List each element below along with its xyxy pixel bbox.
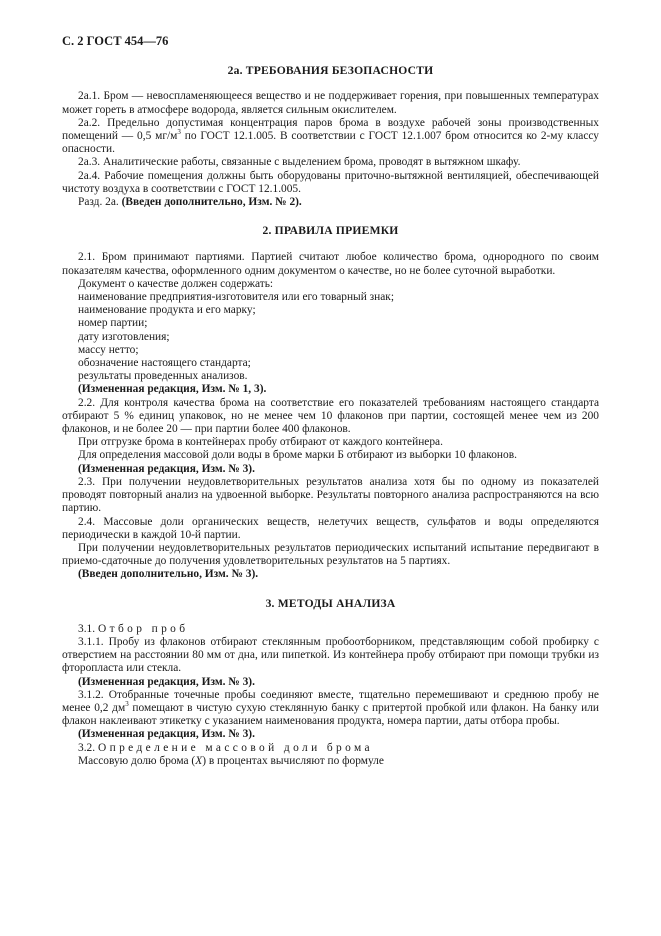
list-item: результаты проведенных анализов. (78, 370, 248, 383)
section-3-title: 3. МЕТОДЫ АНАЛИЗА (265, 596, 396, 610)
doc-intro: Документ о качестве должен содержать: (78, 277, 274, 290)
list-item: дату изготовления; (78, 330, 170, 343)
revision-note: (Измененная редакция, Изм. № 3). (78, 675, 255, 688)
para-2a-1: 2а.1. Бром — невоспламеняющееся вещество и не поддерживает горения, при повышенных температурах может гореть в атмосфере водорода, является сильным окислителем. (62, 90, 599, 116)
superscript: 3 (125, 700, 129, 709)
para-2a-2: 2а.2. Предельно допустимая концентрация паров брома в воздухе рабочей зоны производственных помещений — 0,5 $мг/м^3$ по ГОСТ 12.1.005. В соответствии с ГОСТ 12.1.007 бром относится ко 2-му классу опасности. (62, 116, 599, 156)
list-item: наименование продукта и его марку; (78, 304, 256, 317)
para-2a-3: 2а.3. Аналитические работы, связанные с выделением брома, проводят в вытяжном шкафу. (78, 156, 521, 169)
section-2a-title: 2а. ТРЕБОВАНИЯ БЕЗОПАСНОСТИ (227, 64, 434, 78)
superscript: 3 (177, 128, 181, 137)
para-3-1-1: 3.1.1. Пробу из флаконов отбирают стеклянным пробоотборником, представляющим собой пробирку с отверстием на расстоянии 80 мм от дна, или пипеткой. Из контейнера пробу отбирают при помощи трубки из фторопласта или стекла. (62, 635, 599, 675)
para-2a-4: 2а.4. Рабочие помещения должны быть оборудованы приточно-вытяжной вентиляцией, обеспечивающей чистоту воздуха в соответствии с ГОСТ 12.1.005. (62, 169, 599, 195)
para-3-1-2: 3.1.2. Отобранные точечные пробы соединяют вместе, тщательно перемешивают и среднюю пробу не менее 0,2 $дм^3$ помещают в чистую сухую стеклянную банку с притертой пробкой или флакон. На банку или флакон наклеивают этикетку с указанием наименования продукта, номера партии, даты отбора пробы. (62, 688, 599, 728)
list-item: номер партии; (78, 317, 148, 330)
revision-note: (Измененная редакция, Изм. № 3). (78, 728, 255, 741)
para-2-2c: Для определения массовой доли воды в броме марки Б отбирают из выборки 10 флаконов. (78, 449, 517, 462)
revision-note: (Введен дополнительно, Изм. № 3). (78, 568, 259, 581)
para-2-4: 2.4. Массовые доли органических веществ, нелетучих веществ, сульфатов и воды определяются периодически в каждой 10-й партии. (62, 515, 599, 541)
para-2-4b: При получении неудовлетворительных результатов периодических испытаний испытание передвигают в приемо-сдаточные до получения удовлетворительных результатов на 5 партиях. (62, 541, 599, 568)
para-2-3: 2.3. При получении неудовлетворительных результатов анализа хотя бы по одному из показателей проводят повторный анализ на удвоенной выборке. Результаты повторного анализа распространяются на всю партию. (62, 475, 599, 515)
revision-note: (Измененная редакция, Изм. № 1, 3). (78, 383, 267, 396)
heading-3-1: 3.1. Отбор проб (78, 622, 189, 635)
para-2-2: 2.2. Для контроля качества брома на соответствие его показателей требованиям настоящего стандарта отбирают 5 % единиц упаковок, но не менее чем 10 флаконов при партии, состоящей менее чем из 200 флаконов, и не более 20 — при партии более 400 флаконов. (62, 396, 599, 436)
list-item: массу нетто; (78, 343, 139, 356)
list-item: обозначение настоящего стандарта; (78, 357, 251, 370)
note-2a: Разд. 2а. (Введен дополнительно, Изм. № 2). (78, 196, 302, 209)
section-2-title: 2. ПРАВИЛА ПРИЕМКИ (262, 224, 399, 238)
para-2-2b: При отгрузке брома в контейнерах пробу отбирают от каждого контейнера. (78, 436, 443, 449)
formula-intro: Массовую долю брома (X) в процентах вычисляют по формуле (78, 754, 384, 767)
para-2-1: 2.1. Бром принимают партиями. Партией считают любое количество брома, однородного по своим показателям качества, оформленного одним документом о качестве, но не более суточной выработки. (62, 251, 599, 277)
page-header: С. 2 ГОСТ 454—76 (62, 34, 169, 48)
heading-3-2: 3.2. Определение массовой доли брома (78, 741, 374, 754)
revision-note: (Измененная редакция, Изм. № 3). (78, 462, 255, 475)
list-item: наименование предприятия-изготовителя или его товарный знак; (78, 291, 394, 304)
